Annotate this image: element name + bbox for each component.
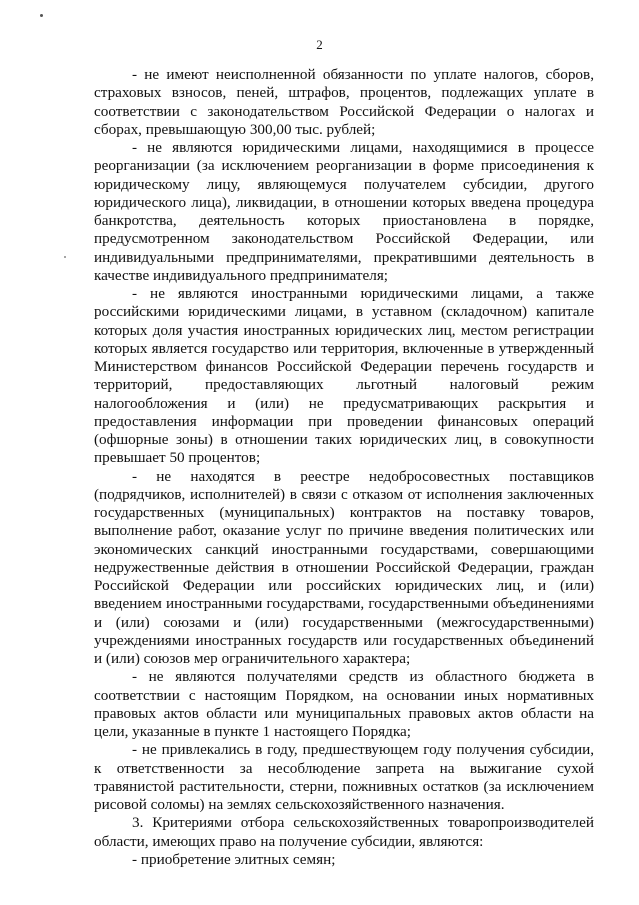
scan-speck [40,14,43,17]
page-number: 2 [316,37,323,52]
paragraph-tax-obligations: - не имеют неисполненной обязанности по уплате налогов, сборов, страховых взносов, пеней, штрафов, процентов, подлежащих уплате в соответствии с законодательством Российской Федерации о налогах и сборах, превышающую 300,00 тыс. рублей; [94,66,594,138]
paragraph-selection-criteria: 3. Критериями отбора сельскохозяйственных товаропроизводителей области, имеющих право на получение субсидии, являются: [94,814,594,850]
paragraph-unfair-suppliers-registry: - не находятся в реестре недобросовестных поставщиков (подрядчиков, исполнителей) в связи с отказом от исполнения заключенных государственных (муниципальных) контрактов на поставку товаров, выполнение работ, оказание услуг по причине введения политических или экономических санкций иностранными государствами, совершающими недружественные действия в отношении Российской Федерации, граждан Российской Федерации или российских юридических лиц, и (или) введением иностранными государствами, государственными объединениями и (или) союзами и (или) государственными (межгосударственными) учреждениями иностранных государств или государственных объединений и (или) союзов мер ограничительного характера; [94,467,594,667]
scan-speck [64,256,66,258]
document-body [94,66,594,869]
paragraph-reorganization: - не являются юридическими лицами, находящимися в процессе реорганизации (за исключением реорганизации в форме присоединения к юридическому лицу, являющемуся получателем субсидии, другого юридического лица), ликвидации, в отношении которых введена процедура банкротства, деятельность которых приостановлена в порядке, предусмотренном законодательством Российской Федерации, или индивидуальными предпринимателями, прекратившими деятельность в качестве индивидуального предпринимателя; [94,139,594,284]
paragraph-burning-ban: - не привлекались в году, предшествующем году получения субсидии, к ответственности за несоблюдение запрета на выжигание сухой травянистой растительности, стерни, пожнивных остатков (за исключением рисовой соломы) на землях сельскохозяйственного назначения. [94,741,594,813]
paragraph-foreign-entities: - не являются иностранными юридическими лицами, а также российскими юридическими лицами, в уставном (складочном) капитале которых доля участия иностранных юридических лиц, местом регистрации которых является государство или территория, включенные в утвержденный Министерством финансов Российской Федерации перечень государств и территорий, предоставляющих льготный налоговый режим налогообложения и (или) не предусматривающих раскрытия и предоставления информации при проведении финансовых операций (офшорные зоны) в отношении таких юридических лиц, в совокупности превышает 50 процентов; [94,285,594,467]
paragraph-budget-recipients: - не являются получателями средств из областного бюджета в соответствии с настоящим Порядком, на основании иных нормативных правовых актов области или муниципальных правовых актов области на цели, указанные в пункте 1 настоящего Порядка; [94,668,594,740]
paragraph-elite-seeds: - приобретение элитных семян; [132,850,336,868]
